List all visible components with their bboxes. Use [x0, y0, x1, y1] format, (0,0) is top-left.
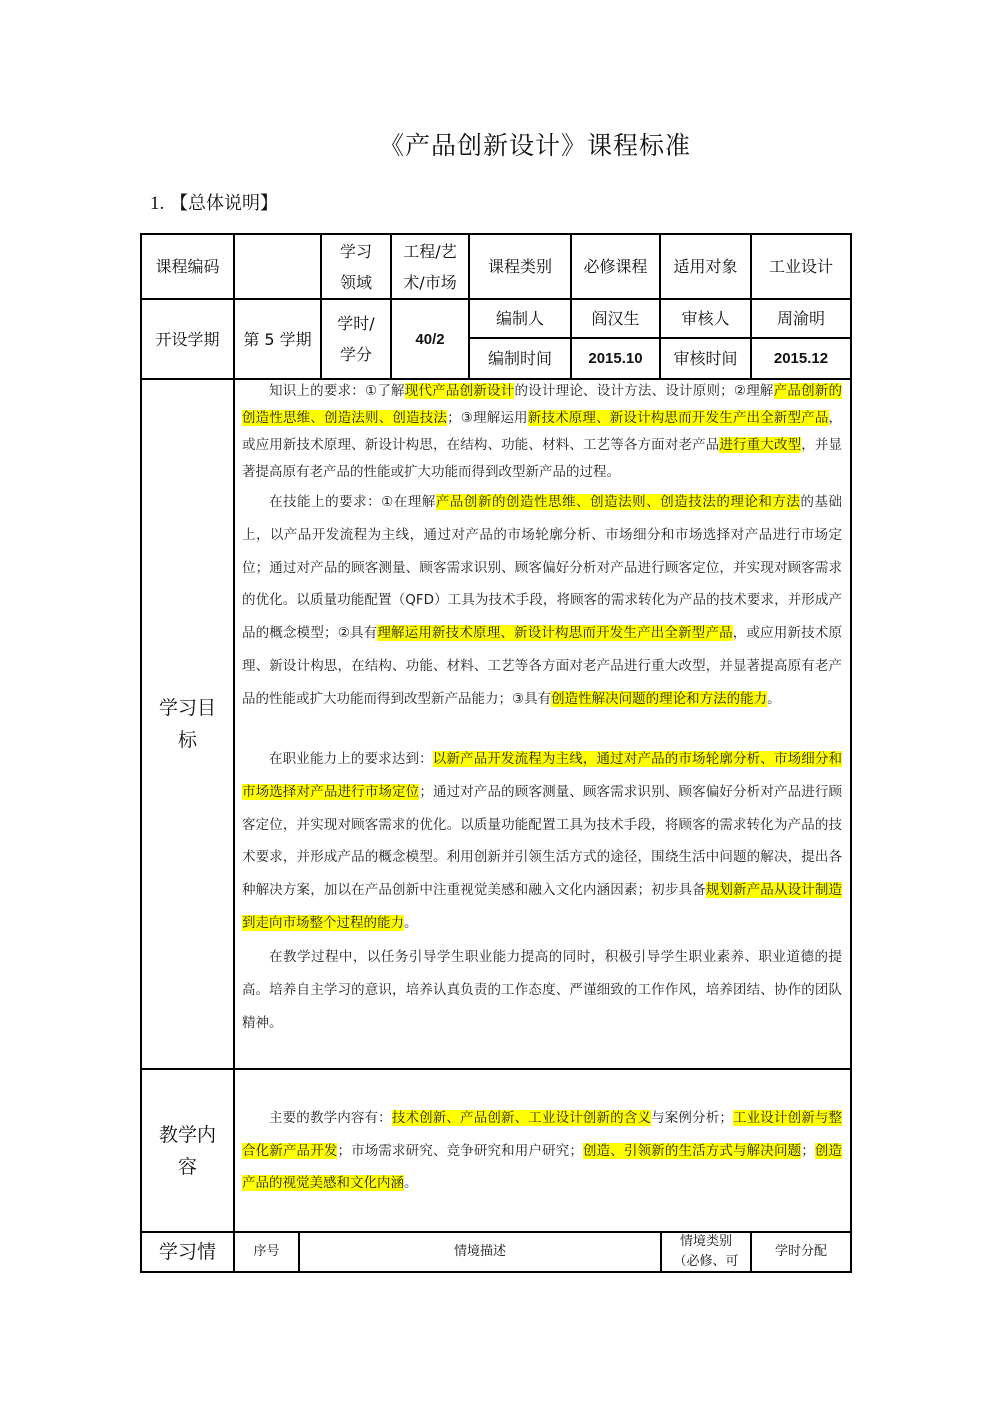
highlighted-text: 新技术原理、新设计构思而开发生产出全新型产品	[527, 410, 829, 426]
goals-label-line2: 标	[177, 729, 197, 751]
text-run: ，或应用新技术原理、新设计构思，在结构、功能、材料、工艺等各方面对老产品	[242, 410, 842, 453]
goals-paragraph-professional	[242, 743, 842, 940]
term-value: 第 5 学期	[243, 329, 312, 349]
text-run: 。	[404, 914, 418, 931]
content-paragraph	[242, 1102, 842, 1200]
page-title: 《产品创新设计》课程标准	[378, 131, 691, 160]
text-run: 的基础上，以产品开发流程为主线，通过对产品的市场轮廓分析、市场细分和市场选择对产品进行市场定位；通过对产品的顾客测量、顾客需求识别、顾客偏好分析对产品进行顾客定位，并实现对顾客需求的优化。以质量功能配置（QFD）工具为技术手段，将顾客的需求转化为产品的技术要求，并形成产品的概念模型；②具有	[242, 494, 842, 642]
highlighted-text: 产品创新的创造性思维、创造法则、创造技法的理论和方法	[435, 494, 801, 510]
reviewer-value: 周渝明	[776, 309, 825, 328]
col-header-hours: 学时分配	[774, 1244, 827, 1259]
text-run: ；通过对产品的顾客测量、顾客需求识别、顾客偏好分析对产品进行顾客定位，并实现对顾客需求的优化。以质量功能配置工具为技术手段，将顾客的需求转化为产品的技术要求，并形成产品的概念模型。利用创新并引领生活方式的途径，围绕生活中问题的解决，提出各种解决方案，加以在产品创新中注重视觉美感和融入文化内涵因素；初步具备	[242, 783, 843, 899]
highlighted-text: 进行重大改型	[719, 437, 802, 453]
category-label: 课程类别	[487, 257, 552, 276]
col-header-no: 序号	[253, 1244, 280, 1259]
situations-label: 学习情	[158, 1241, 216, 1263]
hours-value: 40/2	[415, 330, 445, 348]
text-run: 在职业能力上的要求达到：	[269, 751, 433, 767]
col-header-type	[662, 1233, 750, 1271]
highlighted-text: 理解运用新技术原理、新设计构思而开发生产出全新型产品	[377, 625, 733, 642]
highlighted-text: 技术创新、产品创新、工业设计创新的含义	[391, 1110, 652, 1126]
section-number: 1.	[150, 193, 165, 214]
text-run: 。	[404, 1175, 418, 1191]
highlighted-text: 规划新产品从设计制造到走向市场整个过程的能力	[242, 882, 843, 931]
audience-value: 工业设计	[768, 257, 833, 276]
goals-paragraph-knowledge	[242, 378, 842, 486]
text-run: 与案例分析；	[651, 1110, 733, 1126]
goals-label	[142, 380, 233, 1068]
text-run: 在教学过程中，以任务引导学生职业能力提高的同时，积极引导学生职业素养、职业道德的提高。培养自主学习的意识，培养认真负责的工作态度、严谨细致的工作作风，培养团结、协作的团队精神。	[242, 949, 842, 1031]
review-time-value: 2015.12	[773, 350, 829, 367]
highlighted-text: 工业设计创新与整合化新产品开发	[242, 1110, 843, 1159]
text-run: ，或应用新技术原理、新设计构思，在结构、功能、材料、工艺等各方面对老产品进行重大改型，并显著提高原有老产品的性能或扩大功能而得到改型新产品能力；③具有	[242, 625, 842, 707]
highlighted-text: 产品创新的创造性思维、创造法则、创造技法	[242, 383, 842, 426]
highlighted-text: 创造产品的视觉美感和文化内涵	[242, 1142, 843, 1191]
field-value-line2: 术/市场	[403, 272, 457, 292]
field-value-line1: 工程/艺	[403, 241, 457, 261]
content-label	[142, 1070, 233, 1231]
hours-label-line2: 学分	[339, 345, 372, 364]
text-run: 在技能上的要求：①在理解	[269, 494, 436, 510]
highlighted-text: 以新产品开发流程为主线，通过对产品的市场轮廓分析、市场细分和市场选择对产品进行市场定位	[242, 751, 843, 800]
category-value: 必修课程	[583, 257, 648, 276]
field-label	[322, 235, 390, 298]
text-run: ；市场需求研究、竞争研究和用户研究；	[337, 1142, 583, 1159]
content-label-line1: 教学内	[158, 1123, 216, 1146]
review-time-label: 审核时间	[673, 349, 738, 368]
text-run: ；③理解运用	[447, 410, 528, 426]
text-run: 主要的教学内容有：	[269, 1110, 392, 1126]
goals-paragraph-skills	[242, 486, 842, 716]
content-label-line2: 容	[177, 1155, 197, 1178]
editor-label: 编制人	[495, 309, 544, 328]
goals-label-line1: 学习目	[158, 697, 216, 719]
hours-label-line1: 学时/	[337, 314, 375, 333]
highlighted-text: 创造性解决问题的理论和方法的能力	[551, 690, 768, 707]
text-run: 知识上的要求：①了解	[269, 383, 405, 399]
audience-label: 适用对象	[673, 257, 738, 276]
reviewer-label: 审核人	[681, 309, 730, 328]
hours-label	[322, 300, 390, 378]
text-run: 的设计理论、设计方法、设计原则；②理解	[514, 383, 774, 399]
course-code-value	[235, 235, 320, 298]
col-header-desc: 情境描述	[453, 1244, 506, 1259]
field-label-line1: 学习	[339, 241, 372, 261]
highlighted-text: 现代产品创新设计	[404, 383, 515, 399]
text-run: 。	[767, 690, 781, 707]
editor-value: 阎汉生	[591, 309, 640, 328]
section-title: 【总体说明】	[169, 193, 278, 214]
text-run: ，并显著提高原有老产品的性能或扩大功能而得到改型新产品的过程。	[242, 437, 843, 480]
field-value	[392, 235, 468, 298]
edit-time-label: 编制时间	[487, 349, 552, 368]
goals-paragraph-teaching	[242, 941, 842, 1039]
text-run: ；	[801, 1142, 815, 1159]
highlighted-text: 创造、引领新的生活方式与解决问题	[582, 1142, 802, 1159]
col-header-type-line2: （必修、可	[673, 1254, 739, 1269]
col-header-type-line1: 情境类别	[679, 1234, 732, 1249]
course-code-label: 课程编码	[155, 257, 220, 276]
edit-time-value: 2015.10	[588, 350, 643, 367]
field-label-line2: 领域	[339, 272, 372, 292]
term-label: 开设学期	[155, 329, 220, 349]
